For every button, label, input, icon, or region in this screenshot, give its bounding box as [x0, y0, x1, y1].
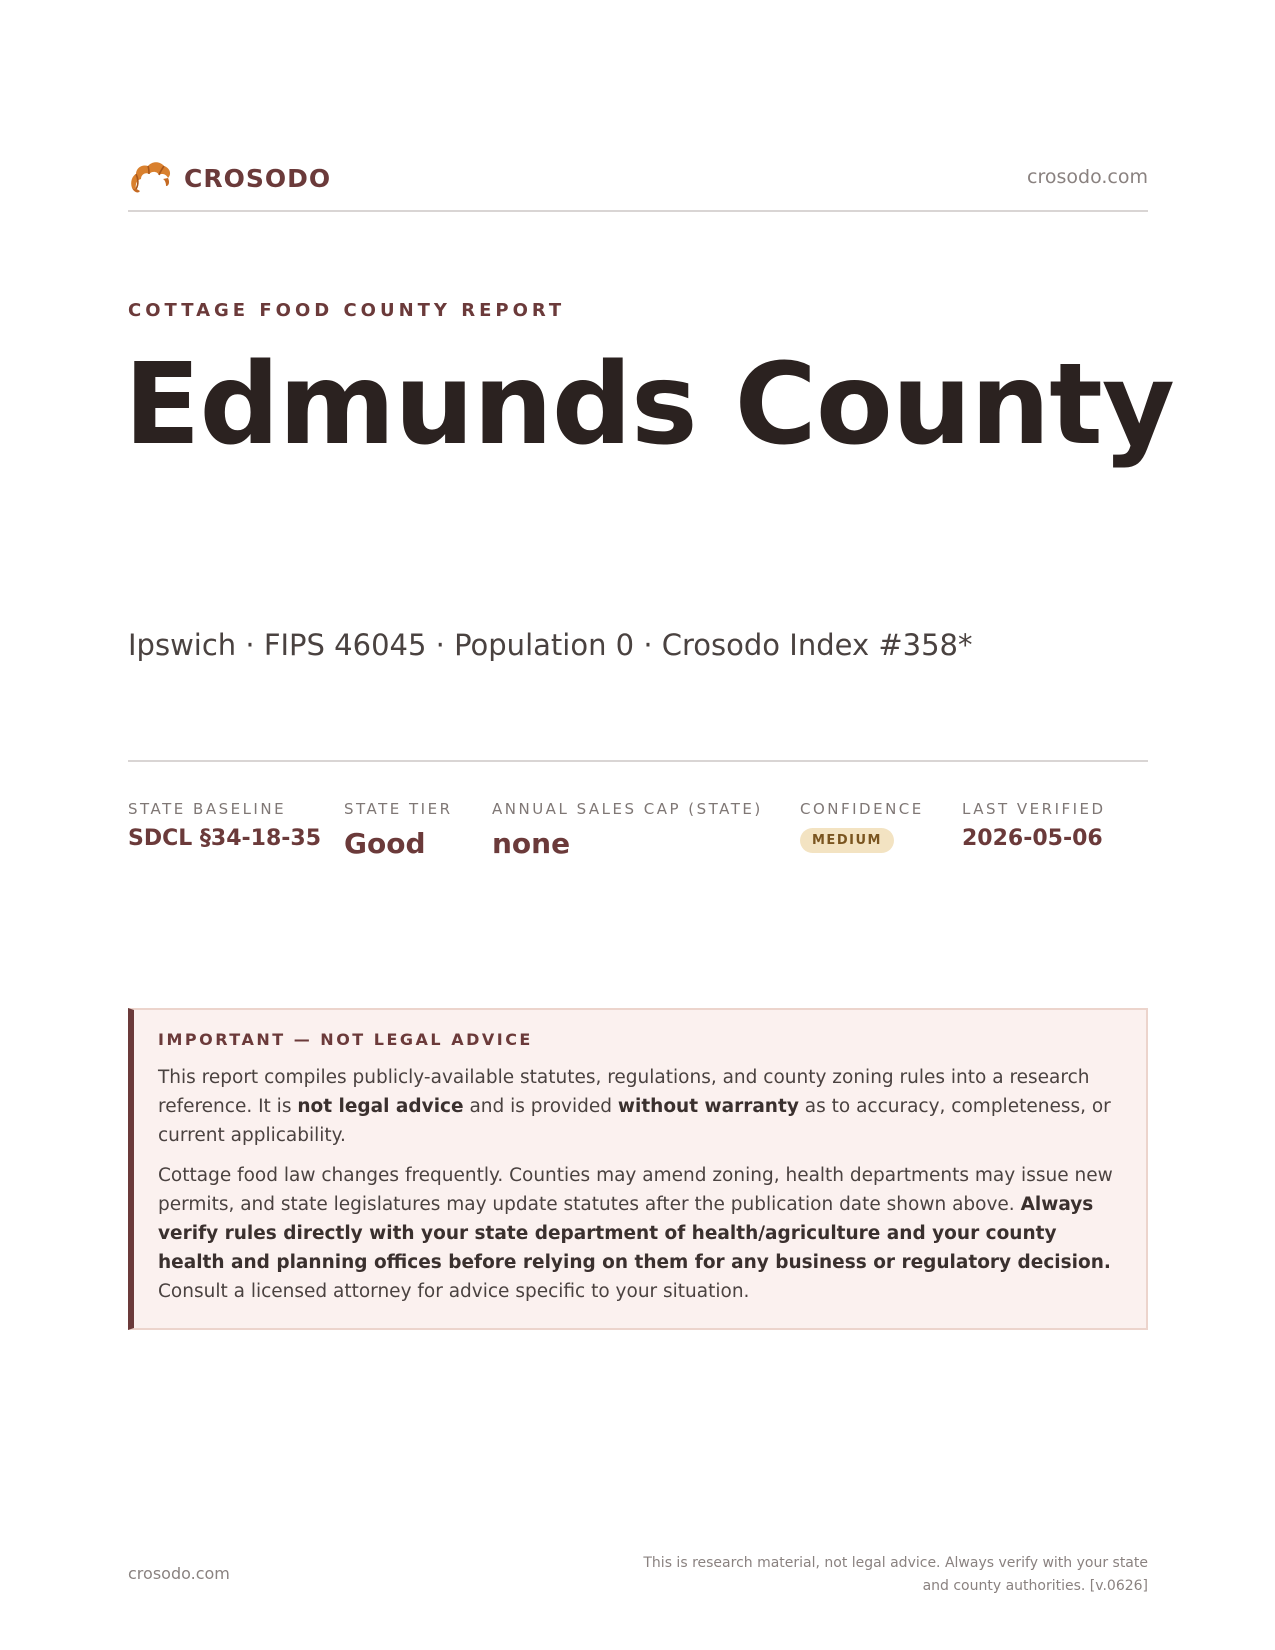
county-summary: Ipswich · FIPS 46045 · Population 0 · Crosodo Index #358* [128, 628, 973, 662]
brand-name: CROSODO [184, 163, 332, 193]
confidence-badge: MEDIUM [800, 828, 894, 853]
stat-annual-sales-cap [492, 800, 763, 860]
stat-value: Good [344, 827, 426, 860]
stat-confidence [800, 800, 924, 853]
notice-title: IMPORTANT — NOT LEGAL ADVICE [158, 1030, 533, 1049]
croissant-icon [128, 158, 172, 198]
stat-label: LAST VERIFIED [962, 800, 1106, 818]
stat-label: STATE TIER [344, 800, 453, 818]
notice-paragraph [158, 1161, 1120, 1306]
notice-text: This report compiles publicly-available statutes, regulations, and county zoning rules into a research reference. It is [158, 1067, 1090, 1117]
page-header [128, 158, 1148, 212]
footer-disclaimer [628, 1552, 1148, 1598]
notice-emphasis: without warranty [617, 1096, 799, 1117]
page-title: Edmunds County [124, 340, 1174, 470]
stat-label: CONFIDENCE [800, 800, 924, 818]
notice-paragraph [158, 1063, 1120, 1150]
stat-state-baseline [128, 800, 321, 851]
brand [128, 158, 331, 198]
report-eyebrow: COTTAGE FOOD COUNTY REPORT [128, 300, 566, 321]
stat-label: STATE BASELINE [128, 800, 287, 818]
notice-text: Cottage food law changes frequently. Counties may amend zoning, health departments may issue new permits, and state legislatures may update statutes after the publication date shown above. [158, 1165, 1113, 1215]
site-link[interactable]: crosodo.com [1027, 166, 1148, 188]
stat-value: none [492, 827, 571, 860]
footer-site[interactable]: crosodo.com [128, 1564, 230, 1583]
notice-text: as to accuracy, completeness, or current applicability. [158, 1096, 1111, 1146]
stat-state-tier [344, 800, 453, 860]
legal-notice [128, 1008, 1148, 1330]
notice-emphasis: Always verify rules directly with your state department of health/agriculture and your county health and planning offices before relying on them for any business or regulatory decision. [158, 1194, 1111, 1273]
notice-text: and is provided [463, 1096, 618, 1117]
notice-emphasis: not legal advice [297, 1096, 464, 1117]
footer-disclaimer-line: This is research material, not legal advice. Always verify with your state [643, 1555, 1148, 1571]
stat-last-verified [962, 800, 1106, 851]
report-page [124, 0, 1174, 1650]
footer-disclaimer-line: and county authorities. [v.0626] [922, 1578, 1148, 1594]
stat-value: 2026-05-06 [962, 826, 1103, 851]
stat-label: ANNUAL SALES CAP (STATE) [492, 800, 763, 818]
stat-value: SDCL §34-18-35 [128, 826, 322, 851]
section-divider [128, 760, 1148, 762]
notice-text: Consult a licensed attorney for advice specific to your situation. [158, 1281, 750, 1302]
